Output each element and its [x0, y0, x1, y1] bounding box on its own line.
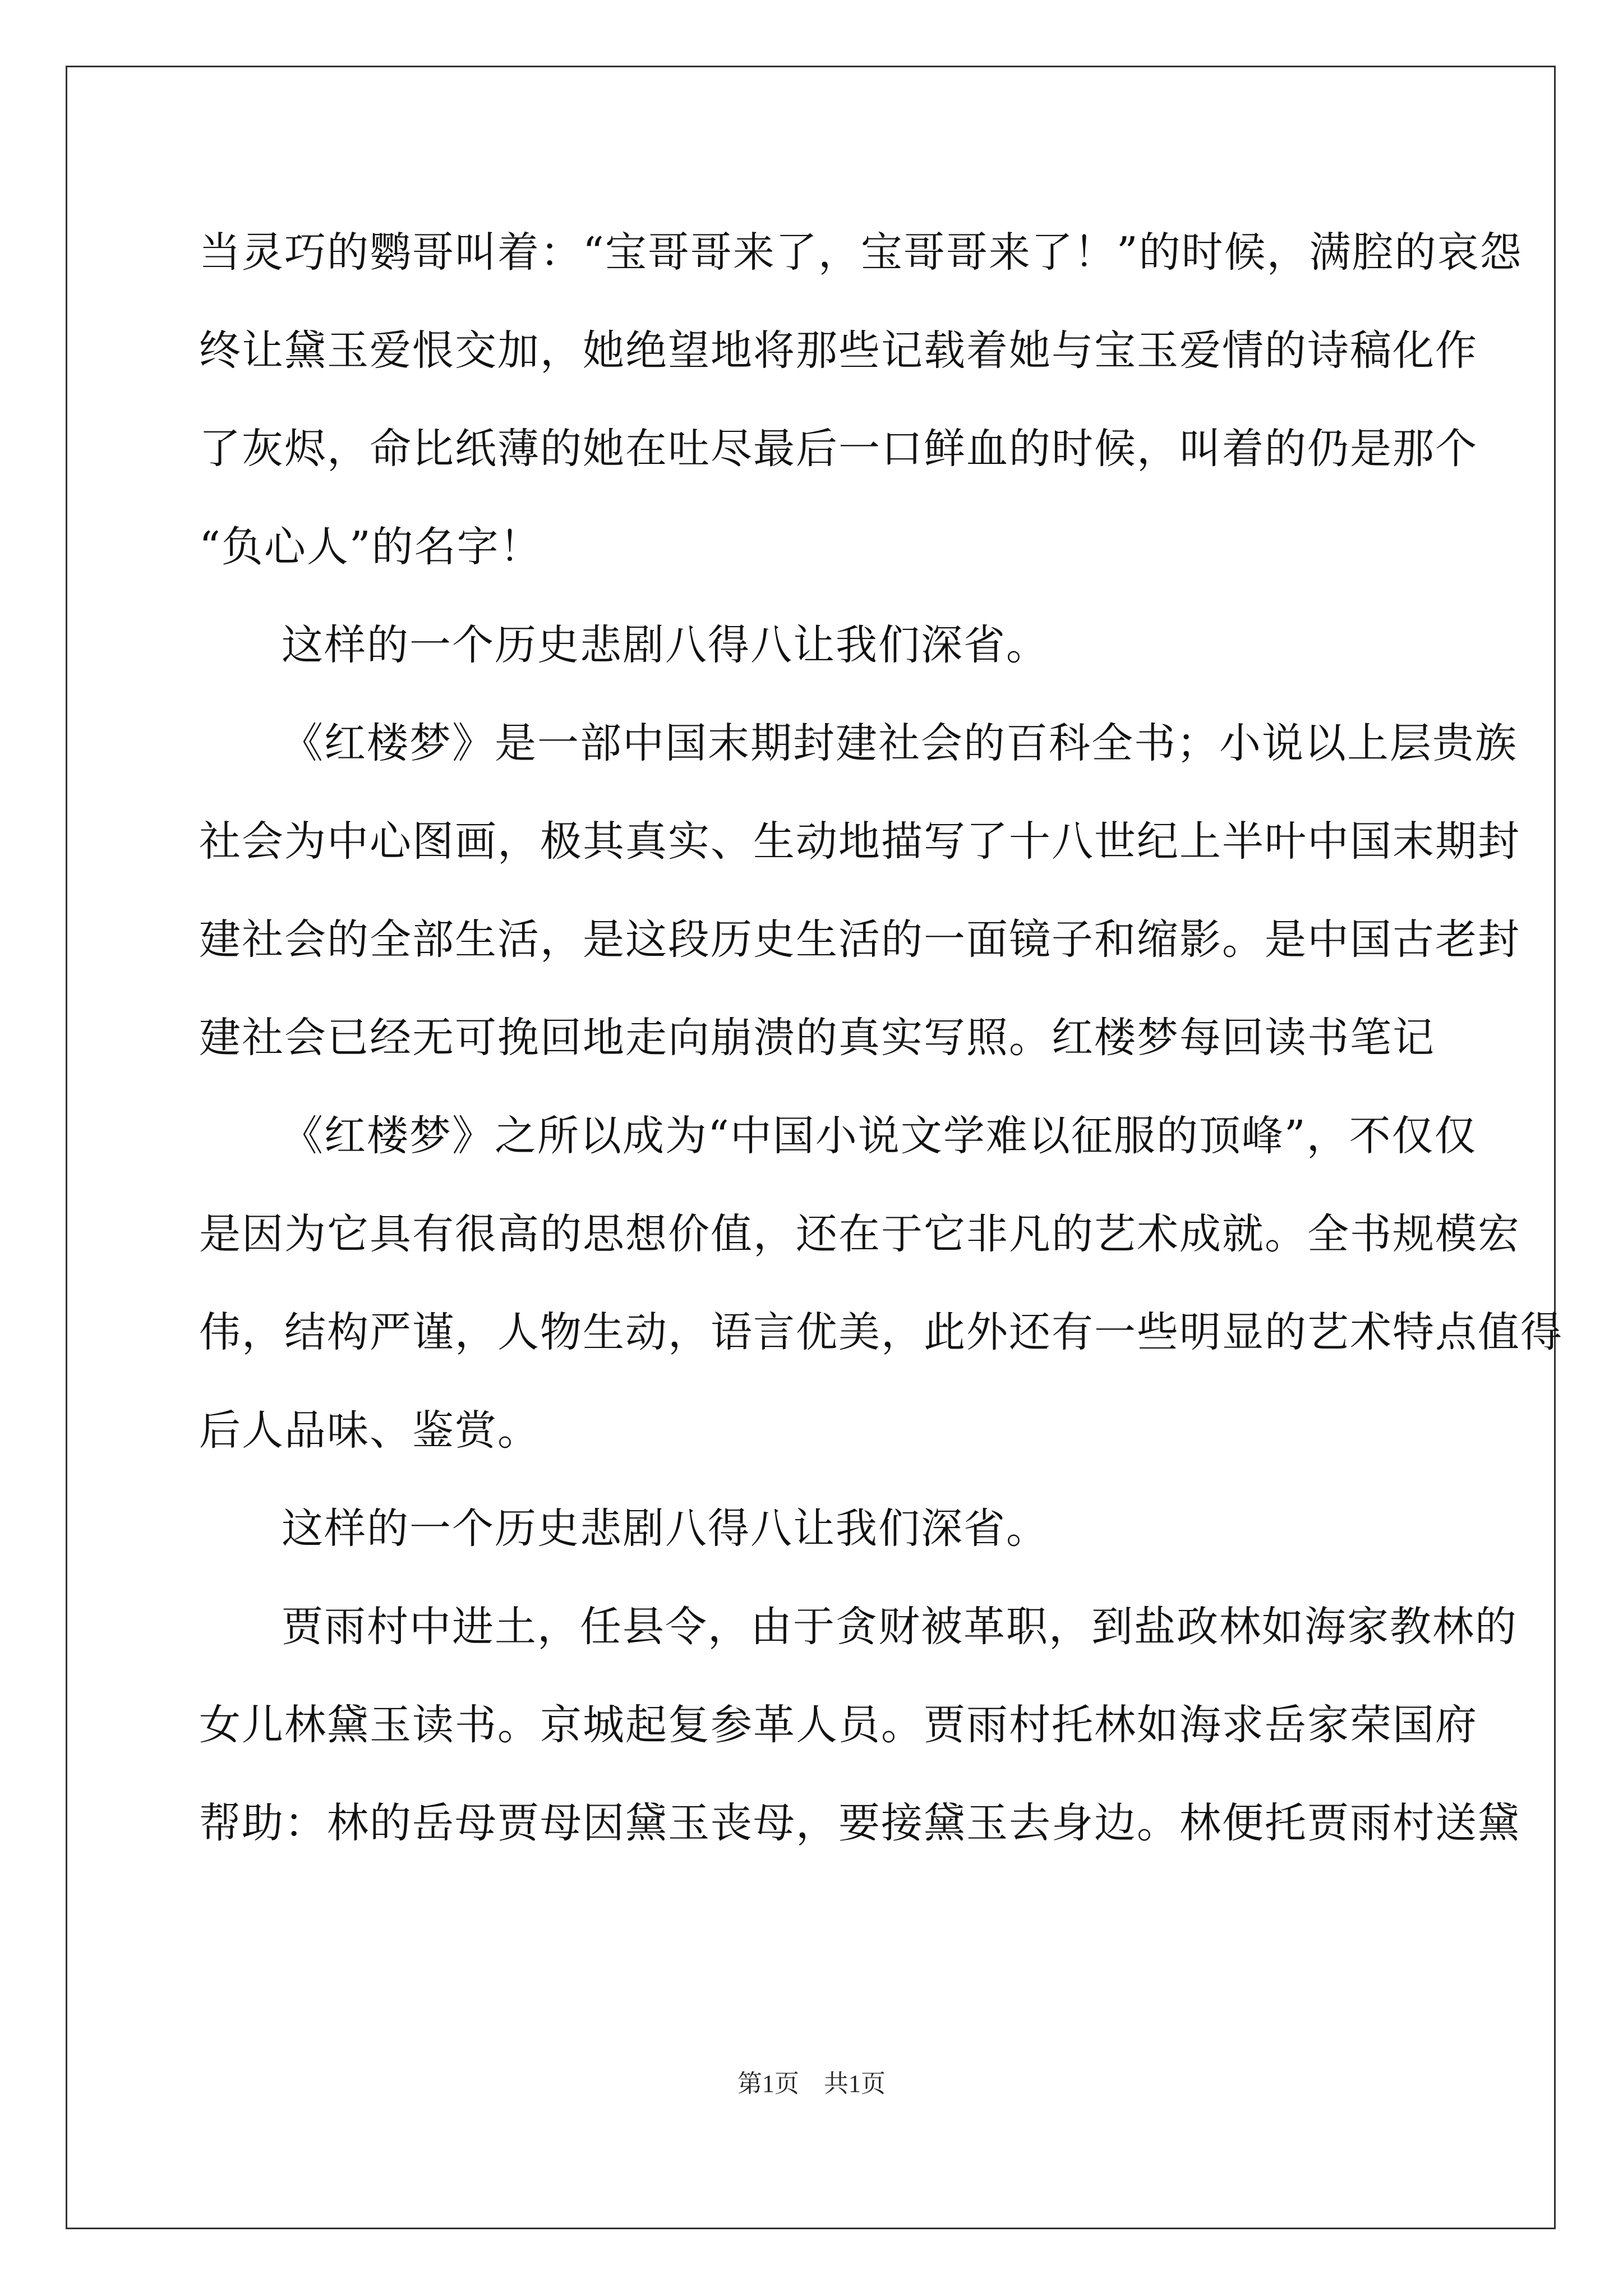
text-line: 建社会的全部生活，是这段历史生活的一面镜子和缩影。是中国古老封 — [199, 915, 1520, 964]
text-line: 终让黛玉爱恨交加，她绝望地将那些记载着她与宝玉爱情的诗稿化作 — [199, 326, 1478, 375]
text-line: 当灵巧的鹦哥叫着：“宝哥哥来了，宝哥哥来了！”的时候，满腔的哀怨 — [199, 228, 1523, 277]
paragraph-start: 这样的一个历史悲剧八得八让我们深省。 — [282, 1504, 1049, 1553]
paragraph-start: 贾雨村中进土，任县令，由于贪财被革职，到盐政林如海家教林的 — [282, 1603, 1518, 1651]
text-line: “负心人”的名字！ — [199, 523, 542, 571]
text-line: 社会为中心图画，极其真实、生动地描写了十八世纪上半叶中国末期封 — [199, 817, 1520, 866]
paragraph-start: 《红楼梦》是一部中国末期封建社会的百科全书；小说以上层贵族 — [282, 719, 1518, 767]
text-line: 帮助：林的岳母贾母因黛玉丧母，要接黛玉去身边。林便托贾雨村送黛 — [199, 1799, 1520, 1847]
page-number-footer: 第1页 共1页 — [737, 2070, 886, 2097]
text-line: 建社会已经无可挽回地走向崩溃的真实写照。红楼梦每回读书笔记 — [199, 1014, 1435, 1062]
text-line: 了灰烬，命比纸薄的她在吐尽最后一口鲜血的时候，叫着的仍是那个 — [199, 425, 1478, 473]
paragraph-start: 这样的一个历史悲剧八得八让我们深省。 — [282, 621, 1049, 669]
paragraph-start: 《红楼梦》之所以成为“中国小说文学难以征服的顶峰”，不仅仅 — [282, 1112, 1477, 1160]
text-line: 后人品味、鉴赏。 — [199, 1406, 540, 1455]
text-line: 女儿林黛玉读书。京城起复参革人员。贾雨村托林如海求岳家荣国府 — [199, 1701, 1478, 1749]
text-line: 是因为它具有很高的思想价值，还在于它非凡的艺术成就。全书规模宏 — [199, 1210, 1520, 1258]
text-line: 伟，结构严谨，人物生动，语言优美，此外还有一些明显的艺术特点值得 — [199, 1308, 1563, 1356]
